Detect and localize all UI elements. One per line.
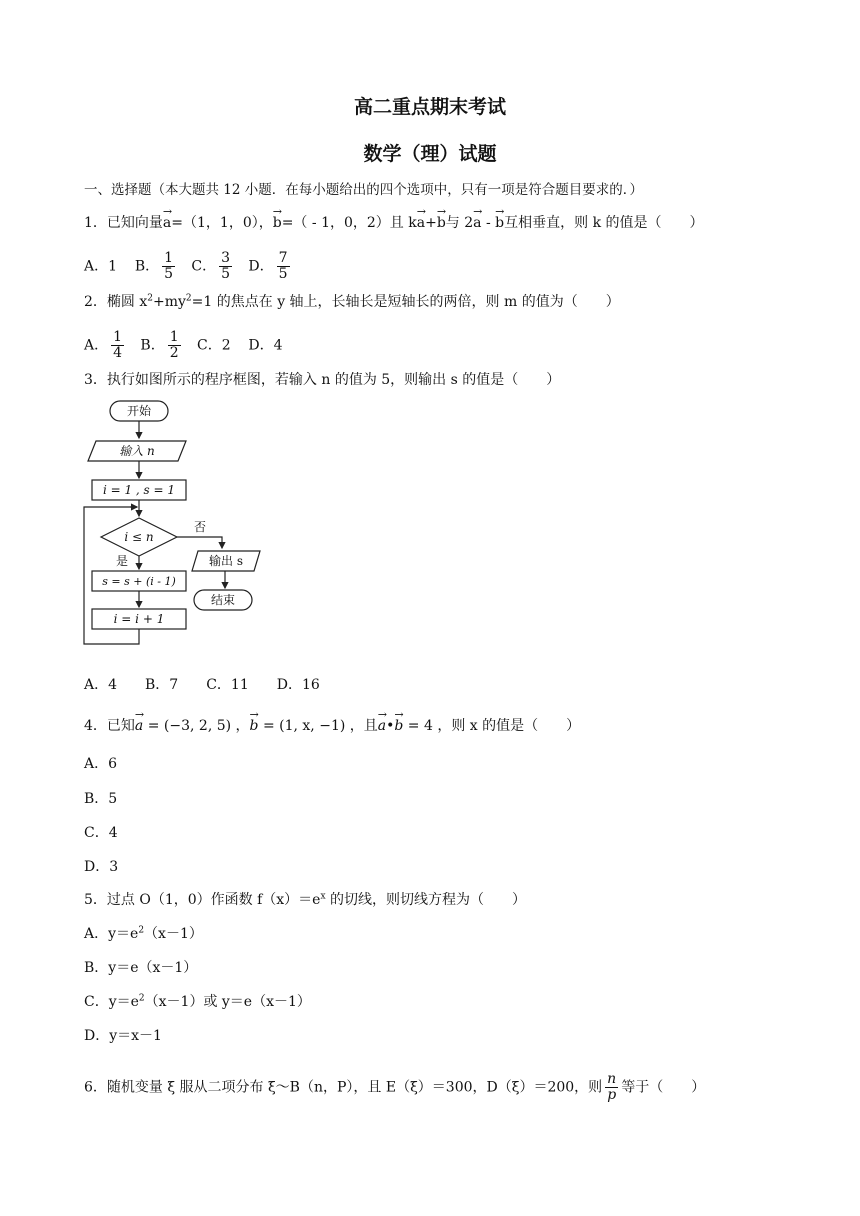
question-5: 5．过点 O（1，0）作函数 $f(x)=e^x$ 的切线，则切线方程为（ ） — [84, 891, 526, 908]
init-label: i = 1 , s = 1 — [102, 483, 176, 497]
option-a: A．6 — [84, 756, 118, 772]
fraction: $\frac{n}{p}$ — [607, 1071, 617, 1103]
option-b: B．5 — [84, 791, 118, 807]
option-c: C． — [191, 258, 217, 275]
question-2-options — [84, 330, 283, 361]
start-label: 开始 — [126, 404, 152, 418]
update-s-label: s = s + (i - 1) — [102, 575, 176, 588]
fraction: $\frac{3}{5}$ — [221, 250, 231, 282]
option-d: D．y＝x－1 — [84, 1028, 162, 1044]
yes-label: 是 — [115, 554, 129, 568]
option-b: B． — [134, 258, 160, 275]
section-heading: 一、选择题（本大题共 12 小题．在每小题给出的四个选项中，只有一项是符合题目要求的．） — [84, 182, 644, 198]
fraction: $\frac{1}{4}$ — [113, 329, 123, 361]
exam-title: 高二重点期末考试 — [353, 96, 506, 118]
vector-a: → a — [417, 213, 425, 233]
question-3-options: A．4 B．7 C．11 D．16 — [84, 677, 320, 693]
option-c: C．$y=e^2(x-1)$或 y＝e（x－1） — [84, 993, 311, 1010]
fraction: $\frac{1}{5}$ — [164, 250, 174, 282]
option-d: D． — [248, 258, 274, 275]
update-i-label: i = i + 1 — [113, 612, 165, 626]
option-b: B． — [140, 337, 165, 354]
vector-b: → b — [394, 716, 403, 736]
question-6: 6．随机变量 ξ 服从二项分布 ξ～B（n，P），且 E（ξ）＝300，D（ξ）＝200，则 $\frac{n}{p}$ 等于（ ） — [84, 1071, 706, 1103]
exam-subtitle: 数学（理）试题 — [363, 143, 497, 165]
question-1-options — [84, 251, 293, 282]
vector-a: → a — [163, 213, 171, 233]
option-a: A．$y=e^2(x-1)$ — [84, 925, 203, 942]
option-a: A．1 — [84, 258, 118, 275]
option-d: D．4 — [248, 337, 283, 354]
vector-b: → b — [495, 213, 504, 233]
output-label: 输出 s — [209, 554, 243, 568]
no-label: 否 — [193, 520, 207, 534]
fraction: $\frac{1}{2}$ — [169, 329, 179, 361]
fraction: $\frac{7}{5}$ — [278, 250, 288, 282]
question-4: 4．已知→ a = (−3, 2, 5) ，→ b = (1, x, −1) ，且→ a•→ b = 4 ，则 x 的值是（ ） — [84, 716, 580, 736]
option-d: D．3 — [84, 859, 119, 875]
option-c: C．2 — [196, 337, 231, 354]
vector-b: → b — [273, 213, 282, 233]
vector-a: → a — [473, 213, 481, 233]
question-1: 1．已知向量→ a=（1，1，0），→ b=（ - 1，0，2）且 k→ a+→ b与 2→ a - → b互相垂直，则 k 的值是（ ） — [84, 213, 704, 233]
question-3: 3．执行如图所示的程序框图，若输入 n 的值为 5，则输出 s 的值是（ ） — [84, 372, 561, 388]
option-b: B．y＝e（x－1） — [84, 960, 198, 976]
end-label: 结束 — [210, 593, 236, 607]
question-2: 2．椭圆 $x^2+my^2=1$ 的焦点在 y 轴上，长轴长是短轴长的两倍，则 m 的值为（ ） — [84, 293, 620, 310]
condition-label: i ≤ n — [124, 530, 154, 544]
vector-a: → a — [135, 716, 143, 736]
option-a: A． — [84, 337, 109, 354]
option-c: C．4 — [84, 825, 118, 841]
input-label: 输入 n — [119, 444, 155, 458]
vector-b: → b — [437, 213, 446, 233]
vector-a: → a — [378, 716, 386, 736]
vector-b: → b — [250, 716, 259, 736]
flowchart — [82, 398, 282, 656]
